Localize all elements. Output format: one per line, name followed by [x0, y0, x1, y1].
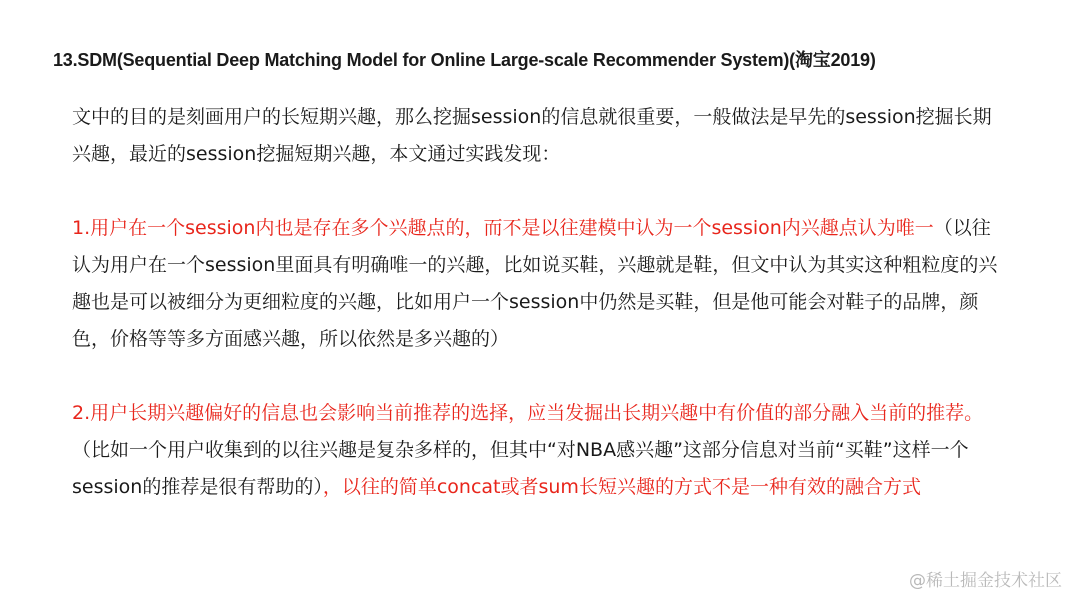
intro-paragraph: 文中的目的是刻画用户的长短期兴趣，那么挖掘session的信息就很重要，一般做法是早先的session挖掘长期兴趣，最近的session挖掘短期兴趣，本文通过实践发现：	[72, 106, 992, 165]
point-1-heading: 1.用户在一个session内也是存在多个兴趣点的，而不是以往建模中认为一个session内兴趣点认为唯一	[72, 217, 934, 239]
point-1-paragraph	[72, 210, 1002, 358]
point-2-paragraph	[72, 395, 1002, 506]
point-2-tail: ，以往的简单concat或者sum长短兴趣的方式不是一种有效的融合方式	[322, 476, 921, 498]
point-2-heading: 2.用户长期兴趣偏好的信息也会影响当前推荐的选择，应当发掘出长期兴趣中有价值的部分融入当前的推荐。	[72, 402, 984, 424]
document-body	[72, 99, 1002, 506]
page-title: 13.SDM(Sequential Deep Matching Model for Online Large-scale Recommender System)(淘宝2019)	[53, 50, 876, 70]
spacer	[72, 173, 1002, 210]
point-2-detail: （比如一个用户收集到的以往兴趣是复杂多样的，但其中“对NBA感兴趣”这部分信息对当前“买鞋”这样一个session的推荐是很有帮助的）	[72, 439, 969, 498]
spacer	[72, 358, 1002, 395]
watermark: @稀土掘金技术社区	[909, 571, 1062, 591]
point-1-detail: （以往认为用户在一个session里面具有明确唯一的兴趣，比如说买鞋，兴趣就是鞋，但文中认为其实这种粗粒度的兴趣也是可以被细分为更细粒度的兴趣，比如用户一个session中仍然是买鞋，但是他可能会对鞋子的品牌，颜色，价格等等多方面感兴趣，所以依然是多兴趣的）	[72, 217, 998, 350]
